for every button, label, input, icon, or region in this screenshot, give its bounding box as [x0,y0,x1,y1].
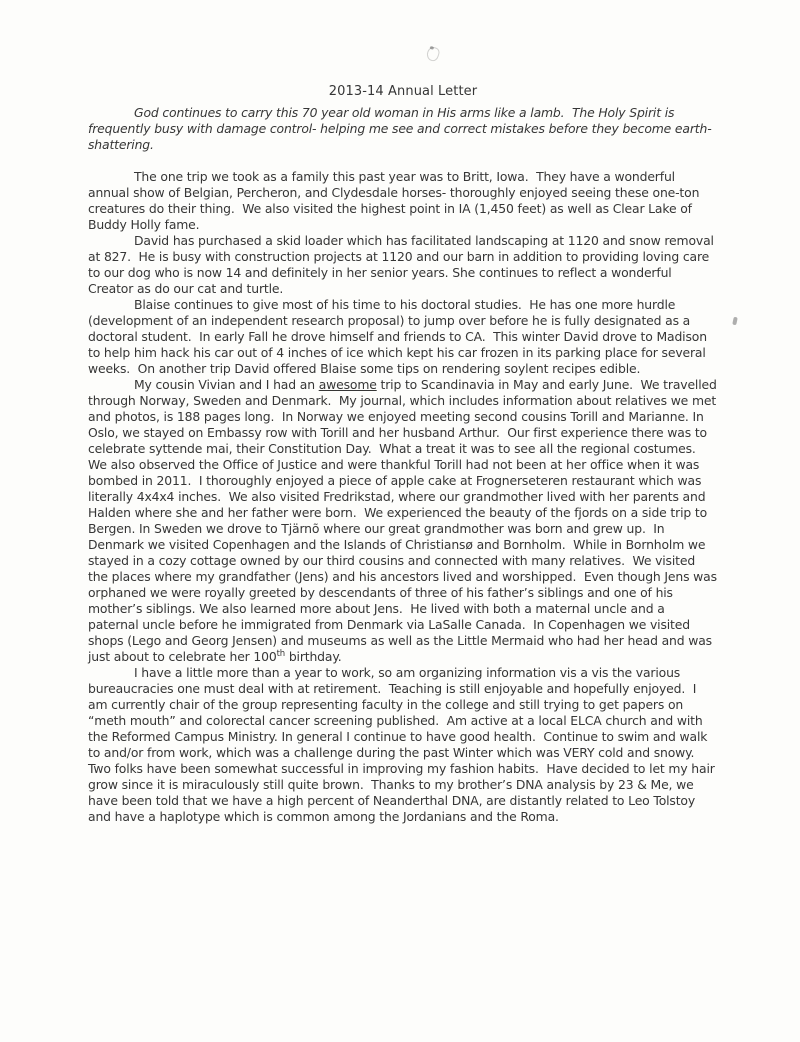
scan-mark-artifact [732,317,738,326]
paragraph-blaise-doctoral-studies: Blaise continues to give most of his time to his doctoral studies. He has one more hurdle (development of an independent research proposal) to jump over before he is fully designated as a doctoral student. In early Fall he drove himself and friends to CA. This winter David drove to Madison to help him hack his car out of 4 inches of ice which kept his car frozen in its parking place for several weeks. On another trip David offered Blaise some tips on rendering soylent recipes edible. [88,297,711,376]
paragraph-family-trip-britt: The one trip we took as a family this past year was to Britt, Iowa. They have a wonderful annual show of Belgian, Percheron, and Clydesdale horses- thoroughly enjoyed seeing these one-ton creatures do their thing. We also visited the highest point in IA (1,450 feet) as well as Clear Lake of Buddy Holly fame. [88,169,704,232]
letter-title: 2013-14 Annual Letter [328,84,478,99]
scan-smudge-artifact [425,45,441,62]
letter-content [88,84,721,825]
letter-intro-paragraph: God continues to carry this 70 year old woman in His arms like a lamb. The Holy Spirit is frequently busy with damage control- helping me see and correct mistakes before they become earth-shattering. [88,105,712,152]
paragraph-david-skid-loader: David has purchased a skid loader which has facilitated landscaping at 1120 and snow removal at 827. He is busy with construction projects at 1120 and our barn in addition to providing loving care to our dog who is now 14 and definitely in her senior years. She continues to reflect a wonderful Creator as do our cat and turtle. [88,233,718,296]
paragraph-work-retirement-health: I have a little more than a year to work, so am organizing information vis a vis the various bureaucracies one must deal with at retirement. Teaching is still enjoyable and hopefully enjoyed. I am currently chair of the group representing faculty in the college and still trying to get papers on “meth mouth” and colorectal cancer screening published. Am active at a local ELCA church and with the Reformed Campus Ministry. In general I continue to have good health. Continue to swim and walk to and/or from work, which was a challenge during the past Winter which was VERY cold and snowy. Two folks have been somewhat successful in improving my fashion habits. Have decided to let my hair grow since it is miraculously still quite brown. Thanks to my brother’s DNA analysis by 23 & Me, we have been told that we have a high percent of Neanderthal DNA, are distantly related to Leo Tolstoy and have a haplotype which is common among the Jordanians and the Roma. [88,665,719,824]
paragraph-scandinavia-trip: My cousin Vivian and I had an awesome trip to Scandinavia in May and early June. We travelled through Norway, Sweden and Denmark. My journal, which includes information about relatives we met and photos, is 188 pages long. In Norway we enjoyed meeting second cousins Torill and Marianne. In Oslo, we stayed on Embassy row with Torill and her husband Arthur. Our first experience there was to celebrate syttende mai, their Constitution Day. What a treat it was to see all the regional costumes. We also observed the Office of Justice and were thankful Torill had not been at her office when it was bombed in 2011. I thoroughly enjoyed a piece of apple cake at Frognerseteren restaurant which was literally 4x4x4 inches. We also visited Fredrikstad, where our grandmother lived with her parents and Halden where she and her father were born. We experienced the beauty of the fjords on a side trip to Bergen. In Sweden we drove to Tjärnõ where our great grandmother was born and grew up. In Denmark we visited Copenhagen and the Islands of Christiansø and Bornholm. While in Bornholm we stayed in a cozy cottage owned by our third cousins and connected with many relatives. We visited the places where my grandfather (Jens) and his ancestors lived and worshipped. Even though Jens was orphaned we were royally greeted by descendants of three of his father’s siblings and one of his mother’s siblings. We also learned more about Jens. He lived with both a maternal uncle and a paternal uncle before he immigrated from Denmark via LaSalle Canada. In Copenhagen we visited shops (Lego and Georg Jensen) and museums as well as the Little Mermaid who had her head and was just about to celebrate her 100th birthday. [88,377,721,664]
